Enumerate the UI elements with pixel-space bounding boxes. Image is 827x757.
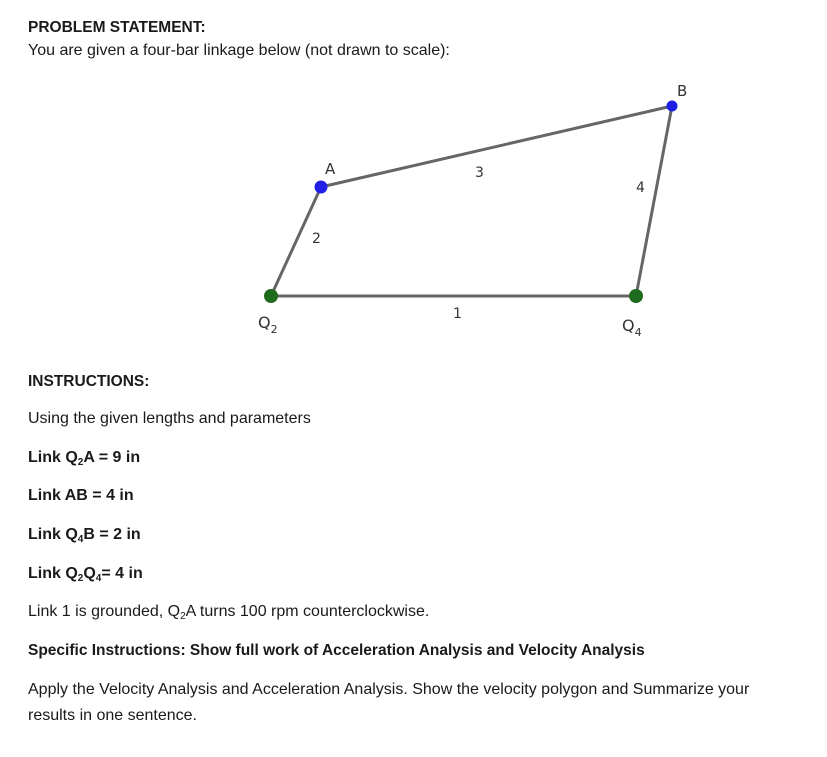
ground-q2-label: $Q_2$ — [258, 313, 278, 336]
link-ab-spec: Link AB = 4 in — [28, 487, 134, 504]
link-q4b-spec: Link $Q_4B = 2$ in — [28, 526, 141, 545]
joint-b-label: B — [677, 82, 688, 100]
link-3-line — [321, 106, 672, 187]
link-4-line — [636, 106, 672, 296]
apply-instructions-line-1: Apply the Velocity Analysis and Acceleration Analysis. Show the velocity polygon and Summarize your — [28, 681, 750, 698]
instructions-heading: INSTRUCTIONS: — [28, 373, 150, 390]
link-q2a-spec: Link $Q_2A = 9$ in — [28, 449, 141, 468]
link-3-label: 3 — [475, 165, 484, 181]
link-2-label: 2 — [312, 231, 321, 247]
joint-a-point — [315, 181, 328, 194]
specific-instructions: Specific Instructions: Show full work of Acceleration Analysis and Velocity Analysis — [28, 642, 645, 659]
instructions-intro: Using the given lengths and parameters — [28, 410, 311, 427]
link-4-label: 4 — [636, 180, 645, 196]
joint-b-point — [667, 101, 678, 112]
problem-intro: You are given a four-bar linkage below (not drawn to scale): — [28, 42, 450, 59]
link-q2q4-spec: Link $Q_2Q_4= 4$ in — [28, 565, 143, 584]
problem-heading: PROBLEM STATEMENT: — [28, 19, 206, 36]
four-bar-linkage-diagram — [0, 0, 827, 360]
joint-a-label: A — [325, 160, 336, 178]
apply-instructions-line-2: results in one sentence. — [28, 707, 197, 724]
grounded-statement: Link 1 is grounded, $Q_2A$ turns 100 rpm counterclockwise. — [28, 603, 430, 622]
ground-joint-q4-point — [629, 289, 643, 303]
ground-q4-label: $Q_4$ — [622, 316, 642, 339]
link-1-label: 1 — [453, 306, 462, 322]
ground-joint-q2-point — [264, 289, 278, 303]
